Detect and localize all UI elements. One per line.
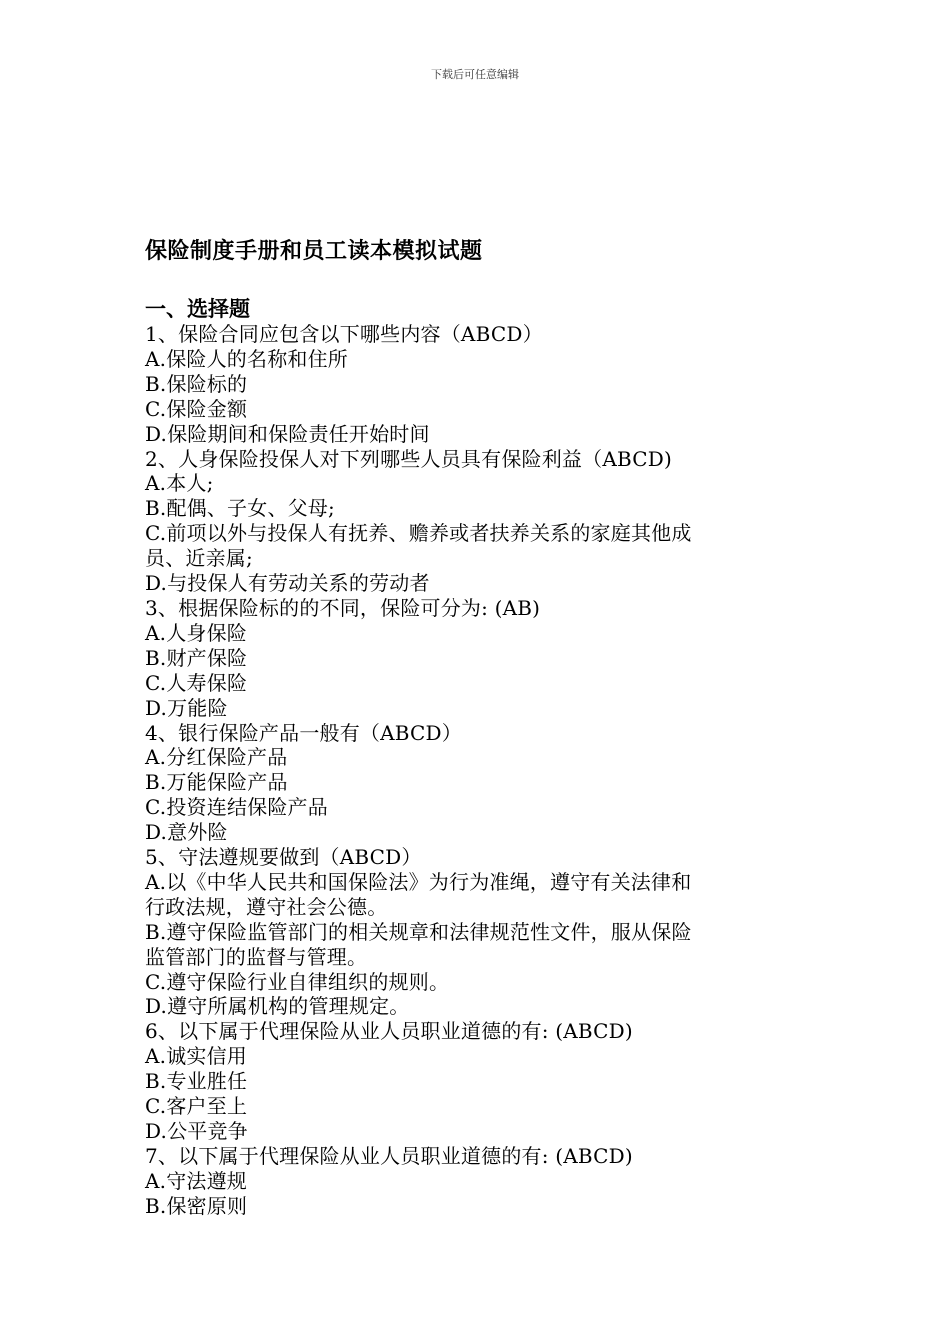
text-line: C.遵守保险行业自律组织的规则。 (145, 969, 450, 994)
text-line: 行政法规，遵守社会公德。 (145, 894, 388, 919)
text-line: C.客户至上 (145, 1094, 248, 1119)
text-line: A.守法遵规 (145, 1168, 248, 1193)
header-note: 下载后可任意编辑 (431, 68, 519, 81)
text-line: 员、近亲属; (145, 546, 253, 571)
text-line: B.财产保险 (145, 645, 248, 670)
text-line: A.诚实信用 (145, 1044, 248, 1069)
text-line: C.前项以外与投保人有抚养、赡养或者扶养关系的家庭其他成 (145, 521, 692, 546)
question-line: 1、保险合同应包含以下哪些内容（ABCD） (145, 322, 543, 346)
text-line: A.保险人的名称和住所 (145, 346, 349, 371)
text-line: B.专业胜任 (145, 1069, 248, 1094)
question-line: 4、银行保险产品一般有（ABCD） (145, 720, 462, 745)
text-line: A.以《中华人民共和国保险法》为行为准绳，遵守有关法律和 (145, 869, 692, 894)
text-line: B.遵守保险监管部门的相关规章和法律规范性文件，服从保险 (145, 919, 692, 944)
text-line: B.配偶、子女、父母; (145, 496, 335, 521)
question-line: 2、人身保险投保人对下列哪些人员具有保险利益（ABCD) (145, 446, 672, 471)
text-line: A.分红保险产品 (145, 745, 288, 770)
question-line: 6、以下属于代理保险从业人员职业道德的有: (ABCD) (145, 1019, 633, 1044)
text-line: C.人寿保险 (145, 670, 248, 695)
document-body (145, 297, 810, 1219)
text-line: A.人身保险 (145, 620, 248, 645)
text-line: C.投资连结保险产品 (145, 795, 328, 820)
text-line: B.保密原则 (145, 1193, 248, 1218)
text-line: D.保险期间和保险责任开始时间 (145, 421, 430, 446)
section-heading: 一、选择题 (145, 297, 250, 321)
text-line: B.保险标的 (145, 371, 248, 396)
question-line: 7、以下属于代理保险从业人员职业道德的有: (ABCD) (145, 1143, 633, 1168)
text-line: D.意外险 (145, 820, 228, 845)
question-list (145, 322, 810, 1219)
text-line: B.万能保险产品 (145, 770, 288, 795)
text-line: 监管部门的监督与管理。 (145, 944, 368, 969)
text-line: D.万能险 (145, 695, 228, 720)
text-line: D.公平竞争 (145, 1119, 248, 1143)
question-line: 3、根据保险标的的不同，保险可分为: (AB) (145, 595, 541, 620)
document-title: 保险制度手册和员工读本模拟试题 (145, 239, 483, 264)
text-line: D.遵守所属机构的管理规定。 (145, 994, 410, 1019)
text-line: C.保险金额 (145, 396, 248, 421)
question-line: 5、守法遵规要做到（ABCD） (145, 845, 422, 870)
text-line: A.本人; (145, 471, 214, 496)
text-line: D.与投保人有劳动关系的劳动者 (145, 571, 430, 596)
